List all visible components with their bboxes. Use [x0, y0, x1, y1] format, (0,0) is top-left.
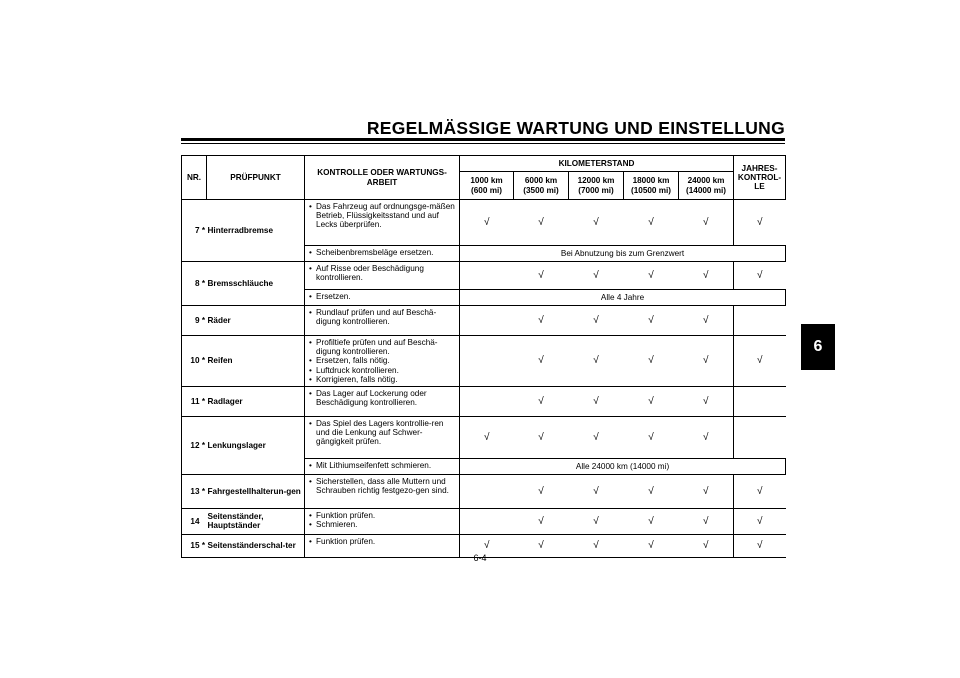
check-mark: √: [679, 474, 734, 508]
check-mark: √: [514, 386, 569, 416]
check-mark: √: [569, 508, 624, 534]
maintenance-action: [305, 200, 460, 246]
check-mark: √: [734, 508, 786, 534]
check-mark: √: [569, 474, 624, 508]
check-mark: √: [514, 336, 569, 387]
item-number: 10: [182, 336, 201, 387]
maintenance-action: [305, 474, 460, 508]
action-list: [309, 264, 456, 282]
action-item: • Korrigieren, falls nötig.: [309, 375, 456, 384]
action-item: • Scheibenbremsbeläge ersetzen.: [309, 248, 456, 257]
check-mark: √: [569, 336, 624, 387]
header-item: PRÜFPUNKT: [207, 156, 305, 200]
maintenance-table: [181, 155, 786, 558]
special-tool-marker: *: [201, 262, 207, 306]
action-item: • Rundlauf prüfen und auf Beschä-digung kontrollieren.: [309, 308, 456, 326]
maintenance-action: [305, 534, 460, 557]
check-item: Reifen: [207, 336, 305, 387]
check-mark: √: [679, 416, 734, 458]
check-mark: √: [514, 262, 569, 290]
check-mark: √: [569, 534, 624, 557]
special-tool-marker: *: [201, 386, 207, 416]
check-item: Hinterradbremse: [207, 200, 305, 262]
header-interval: [514, 172, 569, 200]
check-mark: √: [734, 336, 786, 387]
action-item: • Mit Lithiumseifenfett schmieren.: [309, 461, 456, 470]
interval-mi: (3500 mi): [523, 185, 559, 195]
action-item: • Auf Risse oder Beschädigung kontrollieren.: [309, 264, 456, 282]
action-list: [309, 292, 456, 301]
interval-note: Bei Abnutzung bis zum Grenzwert: [460, 246, 786, 262]
maintenance-action: [305, 290, 460, 306]
check-mark: √: [734, 474, 786, 508]
special-tool-marker: *: [201, 200, 207, 262]
interval-mi: (600 mi): [471, 185, 502, 195]
check-mark: √: [624, 262, 679, 290]
action-item: • Schmieren.: [309, 520, 456, 529]
check-mark: √: [514, 534, 569, 557]
action-item: • Ersetzen, falls nötig.: [309, 356, 456, 365]
empty-cell: [460, 306, 514, 336]
check-mark: √: [679, 200, 734, 246]
action-item: • Ersetzen.: [309, 292, 456, 301]
item-number: 15: [182, 534, 201, 557]
special-tool-marker: *: [201, 416, 207, 474]
empty-cell: [734, 416, 786, 458]
check-mark: √: [734, 200, 786, 246]
check-mark: √: [514, 416, 569, 458]
check-mark: √: [569, 262, 624, 290]
table-row: [182, 474, 786, 508]
interval-km: 18000 km: [632, 176, 670, 186]
check-item: Räder: [207, 306, 305, 336]
check-mark: √: [569, 416, 624, 458]
title-rule-thin: [181, 143, 785, 144]
check-mark: √: [679, 262, 734, 290]
interval-km: 12000 km: [577, 176, 615, 186]
empty-cell: [460, 386, 514, 416]
action-item: • Luftdruck kontrollieren.: [309, 366, 456, 375]
interval-km: 1000 km: [470, 176, 503, 186]
check-mark: √: [624, 200, 679, 246]
check-mark: √: [569, 306, 624, 336]
check-mark: √: [460, 416, 514, 458]
item-number: 14: [182, 508, 201, 534]
maintenance-action: [305, 246, 460, 262]
title-rule-thick: [181, 138, 785, 141]
check-mark: √: [514, 508, 569, 534]
check-item: Seitenständer, Hauptständer: [207, 508, 305, 534]
check-mark: √: [624, 306, 679, 336]
special-tool-marker: *: [201, 534, 207, 557]
header-interval: [679, 172, 734, 200]
action-list: [309, 511, 456, 529]
check-mark: √: [624, 534, 679, 557]
empty-cell: [734, 306, 786, 336]
check-mark: √: [679, 508, 734, 534]
check-mark: √: [460, 534, 514, 557]
action-list: [309, 537, 456, 546]
action-item: • Das Spiel des Lagers kontrollie-ren und die Lenkung auf Schwer-gängigkeit prüfen.: [309, 419, 456, 447]
action-list: [309, 389, 456, 407]
item-number: 9: [182, 306, 201, 336]
maintenance-action: [305, 336, 460, 387]
header-odometer: KILOMETERSTAND: [460, 156, 734, 172]
item-number: 13: [182, 474, 201, 508]
check-mark: √: [734, 262, 786, 290]
empty-cell: [460, 508, 514, 534]
page-title: REGELMÄSSIGE WARTUNG UND EINSTELLUNG: [366, 118, 785, 138]
action-item: • Sicherstellen, dass alle Muttern und Schrauben richtig festgezo-gen sind.: [309, 477, 456, 495]
check-mark: √: [624, 508, 679, 534]
action-list: [309, 338, 456, 384]
special-tool-marker: *: [201, 474, 207, 508]
header-annual: JAHRES-KONTROL-LE: [734, 156, 786, 200]
check-mark: √: [624, 386, 679, 416]
header-interval: [624, 172, 679, 200]
chapter-tab: 6: [801, 324, 835, 370]
check-mark: √: [569, 386, 624, 416]
action-item: • Das Fahrzeug auf ordnungsge-mäßen Betrieb, Flüssigkeitsstand und auf Lecks überprüfen.: [309, 202, 456, 230]
maintenance-action: [305, 416, 460, 458]
check-mark: √: [679, 306, 734, 336]
table-row: [182, 262, 786, 290]
check-mark: √: [624, 474, 679, 508]
table-row: [182, 336, 786, 387]
check-mark: √: [624, 416, 679, 458]
empty-cell: [460, 336, 514, 387]
check-mark: √: [679, 534, 734, 557]
empty-cell: [460, 262, 514, 290]
action-list: [309, 202, 456, 230]
table-row: [182, 386, 786, 416]
header-interval: [569, 172, 624, 200]
action-list: [309, 461, 456, 470]
item-number: 8: [182, 262, 201, 306]
table-row: [182, 200, 786, 246]
action-list: [309, 308, 456, 326]
maintenance-action: [305, 262, 460, 290]
check-mark: √: [514, 474, 569, 508]
check-item: Lenkungslager: [207, 416, 305, 474]
interval-mi: (7000 mi): [578, 185, 614, 195]
check-mark: √: [734, 534, 786, 557]
check-mark: √: [624, 336, 679, 387]
interval-km: 24000 km: [687, 176, 725, 186]
check-mark: √: [569, 200, 624, 246]
maintenance-table-body: [182, 200, 786, 558]
check-item: Seitenständerschal-ter: [207, 534, 305, 557]
check-mark: √: [460, 200, 514, 246]
interval-km: 6000 km: [524, 176, 558, 186]
action-list: [309, 419, 456, 447]
action-item: • Funktion prüfen.: [309, 537, 456, 546]
check-item: Fahrgestellhalterun-gen: [207, 474, 305, 508]
table-row: [182, 306, 786, 336]
item-number: 12: [182, 416, 201, 474]
item-number: 11: [182, 386, 201, 416]
header-action: KONTROLLE ODER WARTUNGS-ARBEIT: [305, 156, 460, 200]
check-mark: √: [514, 200, 569, 246]
check-mark: √: [679, 336, 734, 387]
action-item: • Profiltiefe prüfen und auf Beschä-digung kontrollieren.: [309, 338, 456, 356]
header-interval: [460, 172, 514, 200]
action-list: [309, 477, 456, 495]
maintenance-action: [305, 508, 460, 534]
interval-note: Alle 4 Jahre: [460, 290, 786, 306]
maintenance-action: [305, 458, 460, 474]
interval-mi: (10500 mi): [630, 185, 672, 195]
maintenance-action: [305, 306, 460, 336]
action-item: • Funktion prüfen.: [309, 511, 456, 520]
table-row: [182, 416, 786, 458]
header-nr: NR.: [182, 156, 207, 200]
maintenance-action: [305, 386, 460, 416]
page-number: 6-4: [473, 553, 487, 563]
action-item: • Das Lager auf Lockerung oder Beschädigung kontrollieren.: [309, 389, 456, 407]
item-number: 7: [182, 200, 201, 262]
check-mark: √: [514, 306, 569, 336]
empty-cell: [460, 474, 514, 508]
action-list: [309, 248, 456, 257]
check-mark: √: [679, 386, 734, 416]
special-tool-marker: *: [201, 306, 207, 336]
interval-mi: (14000 mi): [685, 185, 727, 195]
special-tool-marker: *: [201, 336, 207, 387]
interval-note: Alle 24000 km (14000 mi): [460, 458, 786, 474]
check-item: Bremsschläuche: [207, 262, 305, 306]
check-item: Radlager: [207, 386, 305, 416]
empty-cell: [734, 386, 786, 416]
table-row: [182, 508, 786, 534]
